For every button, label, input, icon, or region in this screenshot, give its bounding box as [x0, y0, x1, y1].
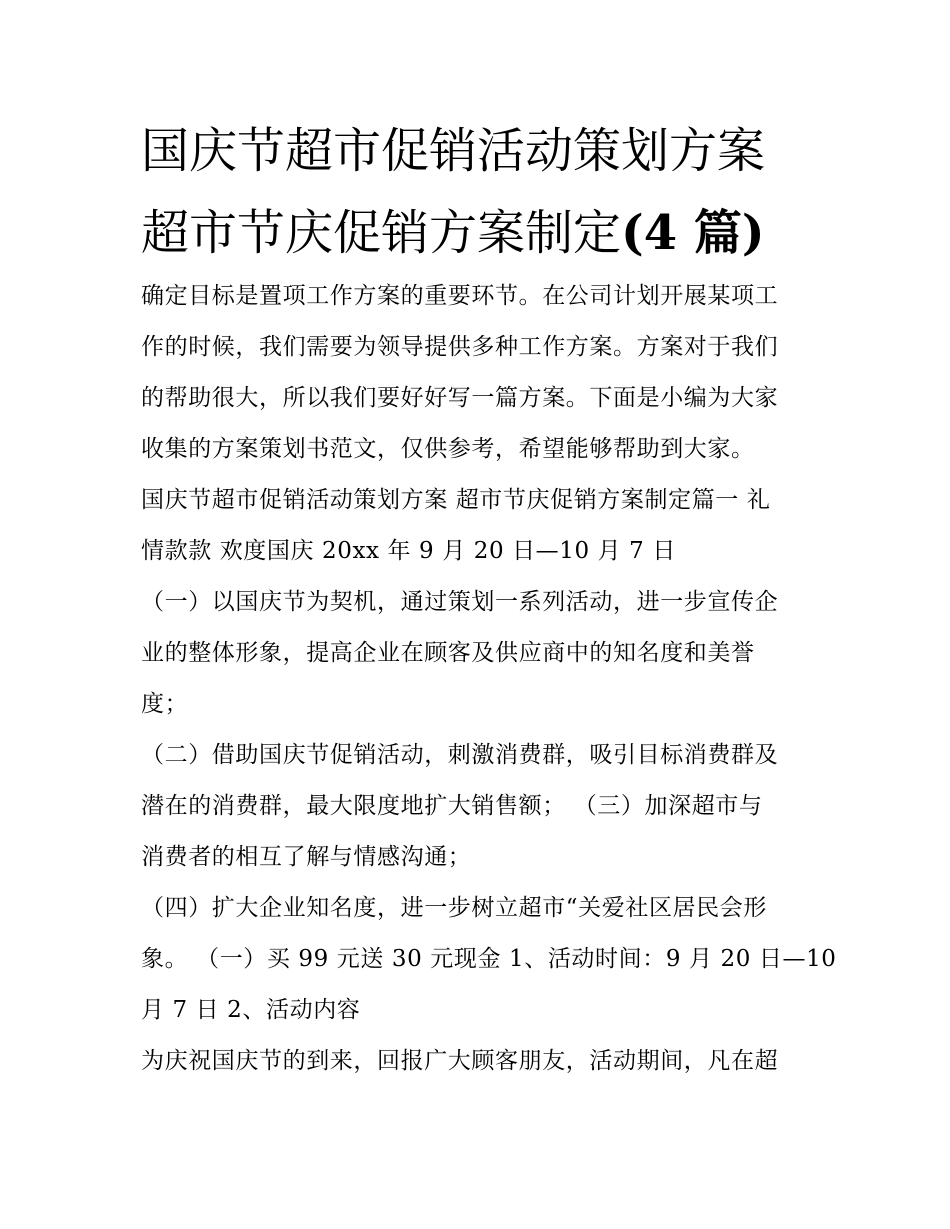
body-line: 国庆节超市促销活动策划方案 超市节庆促销方案制定篇一 礼 — [141, 487, 771, 513]
body-line: （一）以国庆节为契机，通过策划一系列活动，进一步宣传企 — [141, 589, 779, 615]
body-line: （二）借助国庆节促销活动，刺激消费群，吸引目标消费群及 — [141, 742, 779, 768]
body-line: 为庆祝国庆节的到来，回报广大顾客朋友，活动期间，凡在超 — [141, 1048, 779, 1074]
title-line-1: 国庆节超市促销活动策划方案 — [141, 123, 766, 179]
title-line-2 — [141, 192, 841, 274]
body-line: 消费者的相互了解与情感沟通； — [141, 844, 472, 870]
body-line: （四）扩大企业知名度，进一步树立超市“关爱社区居民会形 — [141, 895, 767, 921]
body-line: 象。 （一）买 99 元送 30 元现金 1、活动时间：9 月 20 日—10 — [141, 946, 837, 972]
body-line: 业的整体形象，提高企业在顾客及供应商中的知名度和美誉 — [141, 640, 755, 666]
body-line: 收集的方案策划书范文，仅供参考，希望能够帮助到大家。 — [141, 436, 755, 462]
title-line-2-count: (4 篇) — [621, 205, 765, 261]
document-body — [141, 271, 837, 1087]
title-line-2-text: 超市节庆促销方案制定 — [141, 205, 622, 261]
body-line: 作的时候，我们需要为领导提供多种工作方案。方案对于我们 — [141, 334, 779, 360]
body-line: 月 7 日 2、活动内容 — [141, 997, 361, 1023]
body-line: 度； — [141, 691, 189, 717]
document-title — [141, 110, 841, 274]
body-line: 确定目标是置项工作方案的重要环节。在公司计划开展某项工 — [141, 283, 779, 309]
body-line: 潜在的消费群，最大限度地扩大销售额； （三）加深超市与 — [141, 793, 763, 819]
body-line: 的帮助很大，所以我们要好好写一篇方案。下面是小编为大家 — [141, 385, 779, 411]
body-line: 情款款 欢度国庆 20xx 年 9 月 20 日—10 月 7 日 — [141, 538, 676, 564]
